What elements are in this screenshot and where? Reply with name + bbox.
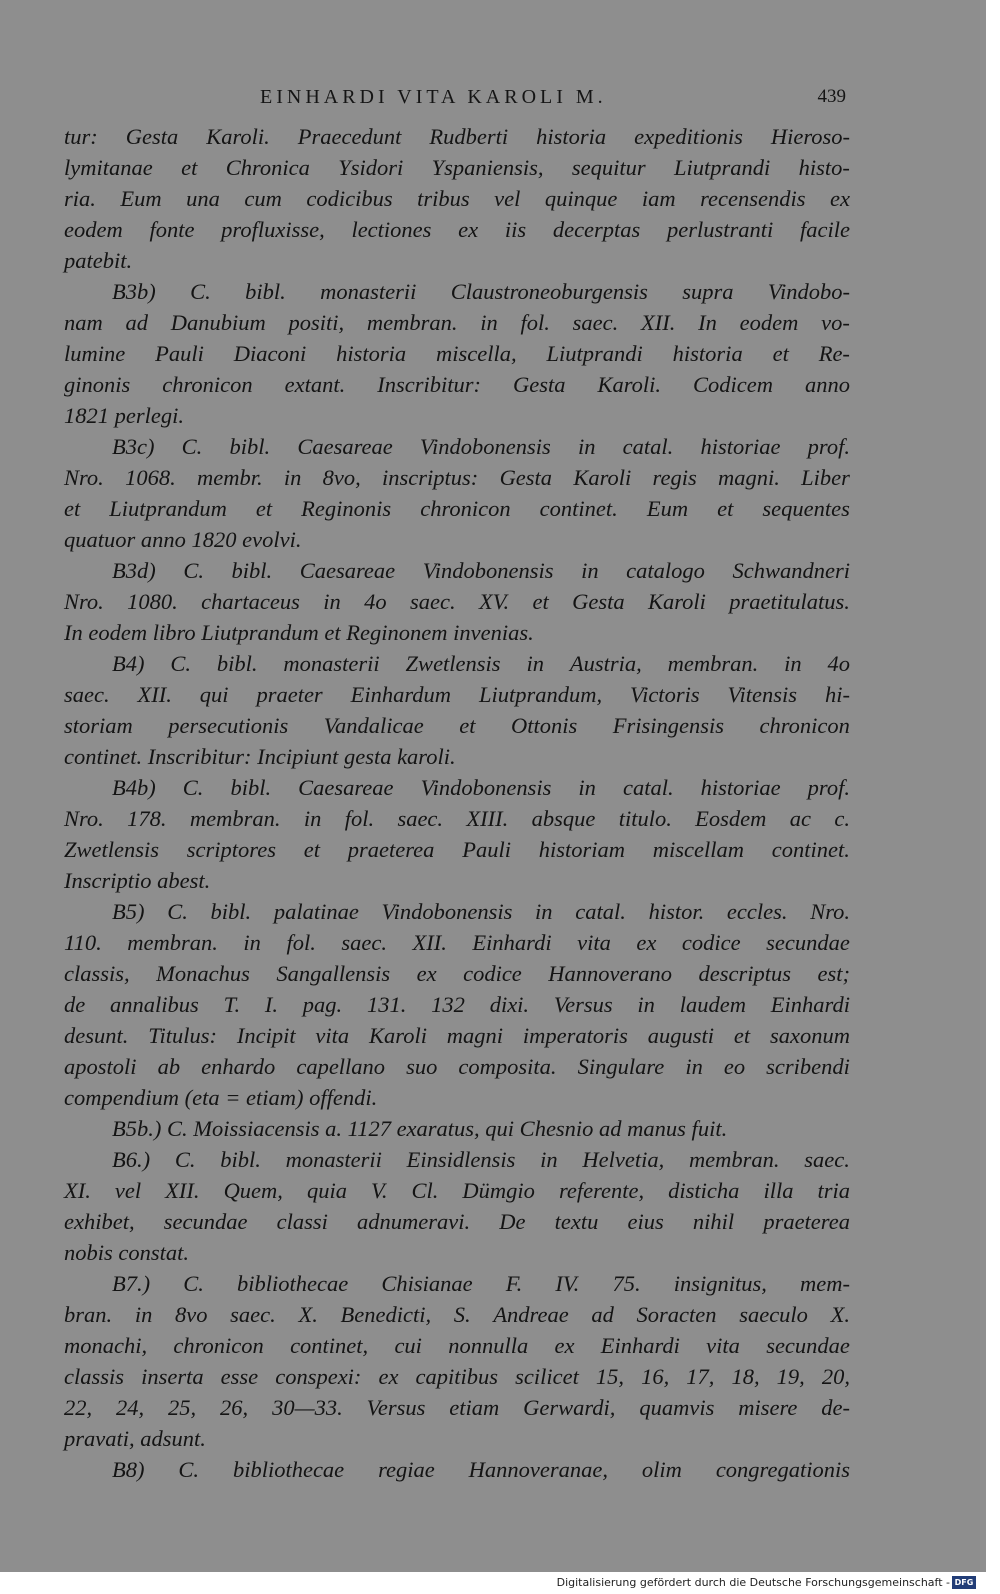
text-line: B4b) C. bibl. Caesareae Vindobonensis in catal. historiae prof. — [112, 775, 850, 800]
text-line: storiam persecutionis Vandalicae et Ottonis Frisingensis chronicon — [64, 713, 850, 738]
text-line: classis inserta esse conspexi: ex capitibus scilicet 15, 16, 17, 18, 19, 20, — [64, 1364, 850, 1389]
text-line: desunt. Titulus: Incipit vita Karoli magni imperatoris augusti et saxonum — [64, 1023, 850, 1048]
text-line: bran. in 8vo saec. X. Benedicti, S. Andreae ad Soracten saeculo X. — [64, 1302, 850, 1327]
text-line: patebit. — [64, 248, 133, 273]
text-line: nobis constat. — [64, 1240, 190, 1265]
text-line: B4) C. bibl. monasterii Zwetlensis in Austria, membran. in 4o — [112, 651, 850, 676]
text-line: Nro. 1068. membr. in 8vo, inscriptus: Gesta Karoli regis magni. Liber — [64, 465, 850, 490]
text-line: Nro. 1080. chartaceus in 4o saec. XV. et Gesta Karoli praetitulatus. — [64, 589, 850, 614]
text-line: 110. membran. in fol. saec. XII. Einhardi vita ex codice secundae — [64, 930, 850, 955]
text-line: XI. vel XII. Quem, quia V. Cl. Dümgio referente, disticha illa tria — [64, 1178, 850, 1203]
text-line: pravati, adsunt. — [64, 1426, 206, 1451]
text-line: In eodem libro Liutprandum et Reginonem invenias. — [64, 620, 534, 645]
text-line: nam ad Danubium positi, membran. in fol. saec. XII. In eodem vo- — [64, 310, 850, 335]
dfg-logo: DFG — [952, 1576, 976, 1589]
text-line: B6.) C. bibl. monasterii Einsidlensis in Helvetia, membran. saec. — [112, 1147, 850, 1172]
text-line: quatuor anno 1820 evolvi. — [64, 527, 302, 552]
text-line: B3d) C. bibl. Caesareae Vindobonensis in catalogo Schwandneri — [112, 558, 850, 583]
text-line: et Liutprandum et Reginonis chronicon continet. Eum et sequentes — [64, 496, 850, 521]
text-line: classis, Monachus Sangallensis ex codice Hannoverano descriptus est; — [64, 961, 850, 986]
running-title: EINHARDI VITA KAROLI M. — [260, 86, 607, 108]
text-line: exhibet, secundae classi adnumeravi. De textu eius nihil praeterea — [64, 1209, 850, 1234]
text-line: ria. Eum una cum codicibus tribus vel quinque iam recensendis ex — [64, 186, 850, 211]
text-line: B3b) C. bibl. monasterii Claustroneoburgensis supra Vindobo- — [112, 279, 850, 304]
text-line: compendium (eta = etiam) offendi. — [64, 1085, 378, 1110]
text-line: B3c) C. bibl. Caesareae Vindobonensis in catal. historiae prof. — [112, 434, 850, 459]
text-line: 22, 24, 25, 26, 30—33. Versus etiam Gerwardi, quamvis misere de- — [64, 1395, 850, 1420]
text-line: monachi, chronicon continet, cui nonnulla ex Einhardi vita secundae — [64, 1333, 850, 1358]
text-line: lymitanae et Chronica Ysidori Yspaniensis, sequitur Liutprandi histo- — [64, 155, 850, 180]
body-text — [64, 121, 850, 1485]
digitization-credit-bar — [0, 1574, 1000, 1594]
text-line: eodem fonte profluxisse, lectiones ex iis decerptas perlustranti facile — [64, 217, 850, 242]
text-line: 1821 perlegi. — [64, 403, 184, 428]
text-line: B5b.) C. Moissiacensis a. 1127 exaratus, qui Chesnio ad manus fuit. — [112, 1116, 728, 1141]
text-line: saec. XII. qui praeter Einhardum Liutprandum, Victoris Vitensis hi- — [64, 682, 850, 707]
running-head — [0, 86, 986, 116]
text-line: B5) C. bibl. palatinae Vindobonensis in catal. histor. eccles. Nro. — [112, 899, 850, 924]
text-line: de annalibus T. I. pag. 131. 132 dixi. Versus in laudem Einhardi — [64, 992, 850, 1017]
text-line: ginonis chronicon extant. Inscribitur: Gesta Karoli. Codicem anno — [64, 372, 850, 397]
text-line: continet. Inscribitur: Incipiunt gesta karoli. — [64, 744, 456, 769]
text-line: tur: Gesta Karoli. Praecedunt Rudberti historia expeditionis Hieroso- — [64, 124, 850, 149]
text-line: Nro. 178. membran. in fol. saec. XIII. absque titulo. Eosdem ac c. — [64, 806, 850, 831]
page-number: 439 — [817, 86, 846, 107]
text-line: Zwetlensis scriptores et praeterea Pauli historiam miscellam continet. — [64, 837, 850, 862]
text-line: lumine Pauli Diaconi historia miscella, Liutprandi historia et Re- — [64, 341, 850, 366]
text-line: Inscriptio abest. — [64, 868, 211, 893]
text-line: apostoli ab enhardo capellano suo composita. Singulare in eo scribendi — [64, 1054, 850, 1079]
text-line: B7.) C. bibliothecae Chisianae F. IV. 75. insignitus, mem- — [112, 1271, 850, 1296]
text-line: B8) C. bibliothecae regiae Hannoveranae, olim congregationis — [112, 1457, 850, 1482]
digitization-credit: Digitalisierung gefördert durch die Deutsche Forschungsgemeinschaft - — [556, 1576, 950, 1589]
